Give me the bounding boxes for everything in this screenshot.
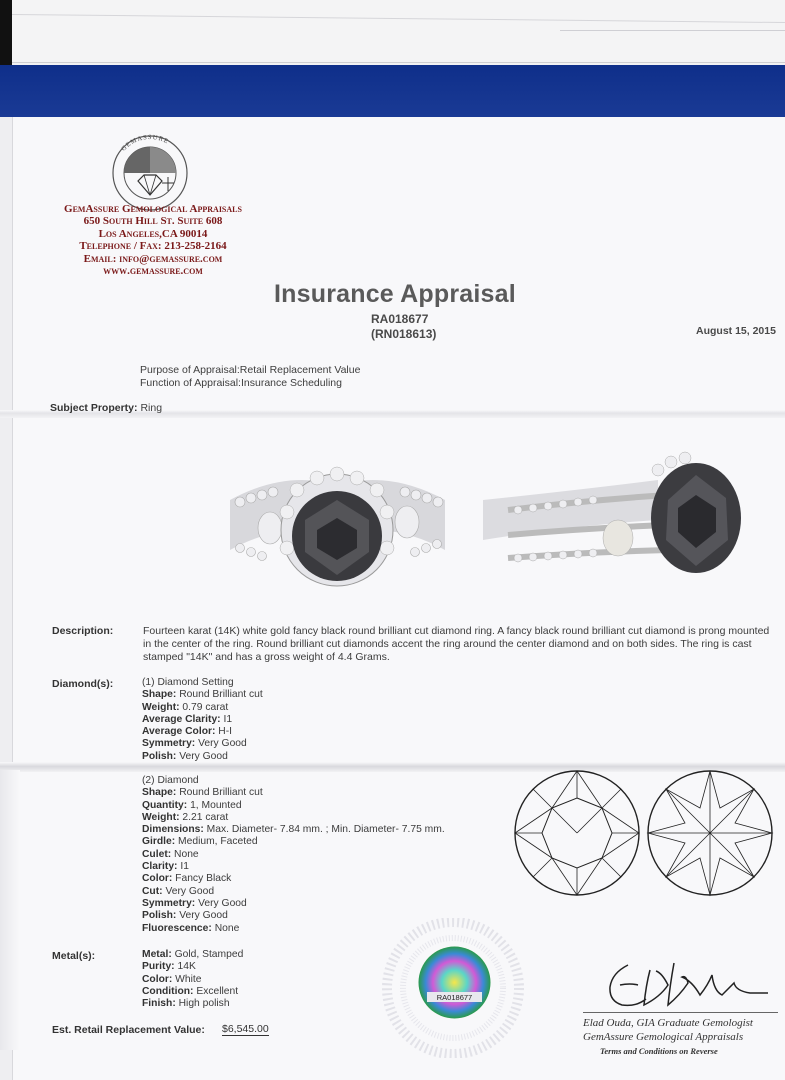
spec-value: I1 [177, 861, 189, 873]
purpose-block [140, 364, 360, 390]
metal-specs [142, 949, 243, 1010]
hologram-sticker [417, 945, 492, 1020]
spec-value: I1 [220, 713, 233, 725]
spec-row [142, 800, 445, 812]
function-line: Function of Appraisal:Insurance Scheduling [140, 377, 342, 389]
spec-row [142, 861, 445, 873]
diamond-pavilion-diagram [645, 768, 775, 898]
hologram-code: RA018677 [436, 993, 473, 1002]
spec-key: Shape: [142, 689, 177, 701]
spec-key: Quantity: [142, 799, 188, 811]
diamonds-label: Diamond(s): [52, 678, 114, 690]
spec-row [142, 836, 445, 848]
spec-value: Excellent [193, 985, 239, 997]
value-amount: $6,545.00 [222, 1023, 269, 1035]
spec-key: Color: [142, 873, 173, 885]
appraisal-date: August 15, 2015 [696, 325, 776, 337]
spec-row [142, 873, 445, 885]
spec-value: High polish [175, 998, 230, 1010]
spec-key: Metal: [142, 949, 172, 960]
spec-key: Color: [142, 973, 173, 985]
spec-key: Average Color: [142, 726, 216, 738]
spec-row [142, 738, 263, 750]
diamond-1-title: (1) Diamond Setting [142, 677, 234, 688]
spec-value: Round Brilliant cut [176, 689, 263, 701]
spec-value: Very Good [176, 910, 228, 922]
document-title: Insurance Appraisal [274, 280, 516, 308]
spec-key: Average Clarity: [142, 713, 221, 725]
ring-photo-side [478, 440, 748, 615]
background-paper [12, 0, 785, 63]
spec-row [142, 986, 243, 998]
spec-row [142, 714, 263, 726]
spec-key: Girdle: [142, 836, 176, 848]
blue-header-band [0, 65, 785, 117]
description-text: Fourteen karat (14K) white gold fancy black round brilliant cut diamond ring. A fancy black round brilliant cut diamond is prong mounted in the center of the ring. Round brilliant cut diamonds accent the ring around the center diamond and on both sides. The ring is cast stamped "14K" and has a gross weight of 4.4 Grams. [143, 625, 770, 663]
gemologist-name: Elad Ouda, GIA Graduate Gemologist [583, 1017, 753, 1029]
terms-note: Terms and Conditions on Reverse [600, 1046, 718, 1056]
spec-key: Fluorescence: [142, 922, 212, 934]
description-label: Description: [52, 625, 114, 637]
spec-row [142, 824, 445, 836]
dark-edge [0, 0, 12, 70]
company-address-1: 650 South Hill St. Suite 608 [83, 215, 223, 228]
spec-key: Dimensions: [142, 824, 204, 836]
spec-value: 14K [174, 961, 196, 973]
diamond-crown-diagram [512, 768, 642, 898]
spec-key: Polish: [142, 750, 177, 762]
subject-label: Subject Property: [50, 402, 138, 414]
spec-value: Very Good [176, 750, 228, 762]
spec-key: Cut: [142, 885, 163, 897]
ring-photo-front [225, 440, 450, 615]
gemologist-organization: GemAssure Gemological Appraisals [583, 1031, 744, 1043]
spec-value: None [171, 848, 199, 860]
spec-row [142, 689, 263, 701]
spec-row [142, 998, 243, 1010]
spec-row [142, 849, 445, 861]
spec-row [142, 787, 445, 799]
company-name: GemAssure Gemological Appraisals [64, 203, 242, 215]
spec-key: Symmetry: [142, 738, 196, 750]
svg-text:GEMASSURE: GEMASSURE [120, 133, 171, 153]
reference-number: (RN018613) [371, 327, 437, 341]
gemassure-logo [110, 133, 190, 213]
paper-line [560, 30, 785, 31]
spec-value: White [172, 973, 202, 985]
company-website[interactable]: www.gemassure.com [103, 265, 203, 278]
spec-value: Medium, Faceted [175, 836, 258, 848]
subject-value: Ring [137, 402, 163, 414]
spec-row [142, 961, 243, 973]
spec-key: Finish: [142, 998, 176, 1010]
spec-key: Purity: [142, 961, 175, 973]
spec-value: Very Good [195, 897, 247, 909]
spec-row [142, 898, 445, 910]
spec-value: 1, Mounted [187, 799, 242, 811]
spec-row [142, 726, 263, 738]
signature [600, 955, 770, 1015]
spec-value: Round Brilliant cut [176, 787, 263, 799]
value-label: Est. Retail Replacement Value: [52, 1024, 205, 1036]
paper-fold [0, 770, 20, 1050]
spec-value: Very Good [162, 885, 215, 897]
company-phone: Telephone / Fax: 213-258-2164 [79, 240, 227, 253]
spec-value: Very Good [195, 738, 247, 750]
spec-key: Weight: [142, 701, 180, 713]
spec-value: H-I [215, 726, 233, 738]
company-email[interactable]: Email: info@gemassure.com [83, 252, 223, 265]
spec-row [142, 974, 243, 986]
company-address-2: Los Angeles,CA 90014 [98, 227, 208, 240]
spec-row [142, 886, 445, 898]
spec-key: Clarity: [142, 861, 178, 873]
company-info [28, 203, 278, 277]
spec-row [142, 751, 263, 763]
spec-value: 2.21 carat [179, 811, 229, 823]
spec-key: Condition: [142, 985, 194, 997]
diamond-1-specs [142, 677, 263, 763]
spec-value: Max. Diameter- 7.84 mm. ; Min. Diameter- 7.75 mm. [203, 824, 445, 836]
spec-key: Weight: [142, 811, 180, 823]
spec-key: Symmetry: [142, 897, 196, 909]
spec-row [142, 702, 263, 714]
signature-line [583, 1012, 778, 1013]
spec-key: Shape: [142, 787, 177, 799]
spec-row [142, 949, 243, 961]
spec-value: Fancy Black [172, 873, 232, 885]
subject-property [50, 402, 162, 414]
spec-key: Culet: [142, 848, 172, 860]
spec-row [142, 812, 445, 824]
spec-value: None [211, 922, 240, 934]
appraisal-number: RA018677 [371, 312, 429, 326]
diamond-2-title: (2) Diamond [142, 775, 199, 786]
spec-value: 0.79 carat [179, 701, 229, 713]
metals-label: Metal(s): [52, 950, 96, 962]
spec-value: Gold, Stamped [171, 949, 244, 960]
diamond-2-specs [142, 775, 445, 935]
spec-key: Polish: [142, 910, 177, 922]
purpose-line: Purpose of Appraisal:Retail Replacement Value [140, 364, 361, 376]
